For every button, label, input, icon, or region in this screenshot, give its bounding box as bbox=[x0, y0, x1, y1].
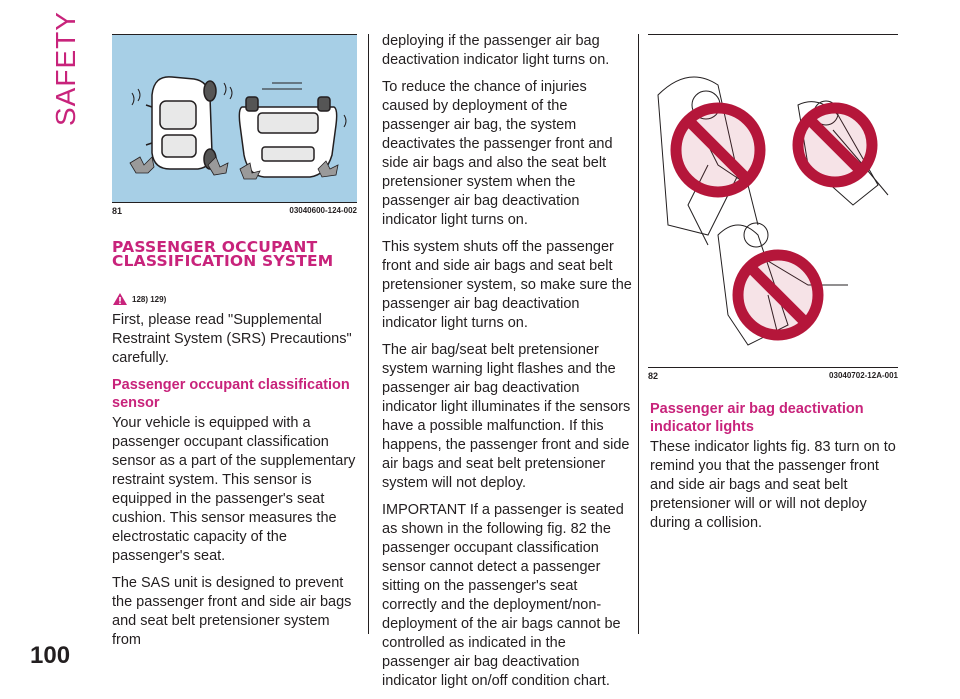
figure-82-caption-rule bbox=[648, 367, 898, 368]
prohibition-icon-2 bbox=[798, 108, 872, 182]
warning-references bbox=[112, 292, 166, 306]
paragraph-malfunction: The air bag/seat belt pretensioner system warning light flashes and the passenger air bag deactivation indicator light illuminates if the sensors have a possible malfunction. If this happens, the passenger front and side air bags and seat belt pretensioner system will not deploy. bbox=[382, 342, 631, 491]
figure-81-number: 81 bbox=[112, 206, 123, 216]
column-1-text bbox=[112, 311, 360, 658]
figure-82-code: 03040702-12A-001 bbox=[829, 371, 898, 380]
prohibition-icon-3 bbox=[738, 255, 818, 335]
subheading-deactivation-lights: Passenger air bag deactivation indicator lights bbox=[650, 401, 864, 435]
warning-reference-text: 128) 129) bbox=[132, 294, 167, 304]
car-on-side-icon bbox=[146, 77, 216, 169]
paragraph-sensor-description: Your vehicle is equipped with a passenger occupant classification sensor as a part of the supplementary restraint system. This sensor is equipped in the passenger's seat cushion. This sensor measures the electrostatic capacity of the passenger's seat. bbox=[112, 415, 356, 564]
paragraph-reduce-injuries: To reduce the chance of injuries caused by deployment of the passenger air bag, the system deactivates the passenger front and side air bags and also the seat belt pretensioner system when the passenger air bag deactivation indicator light turns on. bbox=[382, 79, 613, 228]
column-divider-right bbox=[638, 34, 639, 634]
section-tab bbox=[50, 11, 81, 126]
section-heading: PASSENGER OCCUPANT CLASSIFICATION SYSTEM bbox=[112, 238, 334, 270]
warning-triangle-icon bbox=[112, 292, 128, 306]
paragraph-deploying: deploying if the passenger air bag deactivation indicator light turns on. bbox=[382, 33, 610, 68]
prohibition-icon-1 bbox=[676, 108, 760, 192]
page-number: 100 bbox=[30, 642, 71, 669]
subheading-classification-sensor: Passenger occupant classification sensor bbox=[112, 377, 350, 411]
figure-82-number: 82 bbox=[648, 371, 659, 381]
column-3-text bbox=[650, 400, 900, 541]
paragraph-important: IMPORTANT If a passenger is seated as shown in the following fig. 82 the passenger occupant classification sensor cannot detect a passenger sitting on the passenger's seat correctly and the deployment/non-deployment of the air bags cannot be controlled as indicated in the passenger air bag deactivation indicator light on/off condition chart. bbox=[382, 502, 624, 689]
section-tab-label: SAFETY bbox=[50, 11, 81, 126]
column-2-text bbox=[382, 32, 632, 699]
improper-seating-drawing bbox=[648, 35, 898, 360]
figure-81-rollover-illustration bbox=[112, 34, 357, 203]
rollover-cars-drawing bbox=[112, 35, 357, 203]
figure-81-code: 03040600-124-002 bbox=[289, 206, 357, 215]
intro-paragraph: First, please read "Supplemental Restraint System (SRS) Precautions" carefully. bbox=[112, 312, 352, 366]
column-divider-left bbox=[368, 34, 369, 634]
paragraph-sas-unit: The SAS unit is designed to prevent the passenger front and side air bags and seat belt pretensioner system from bbox=[112, 575, 352, 648]
paragraph-indicator-lights: These indicator lights fig. 83 turn on to remind you that the passenger front and side air bags and seat belt pretensioner will or will not deploy during a collision. bbox=[650, 439, 896, 531]
figure-82-seating-illustration bbox=[648, 34, 898, 360]
figure-81-caption-rule bbox=[112, 202, 357, 203]
paragraph-shuts-off: This system shuts off the passenger front and side air bags and seat belt pretensioner system, so make sure the passenger air bag deactivation indicator light turns on. bbox=[382, 239, 632, 331]
